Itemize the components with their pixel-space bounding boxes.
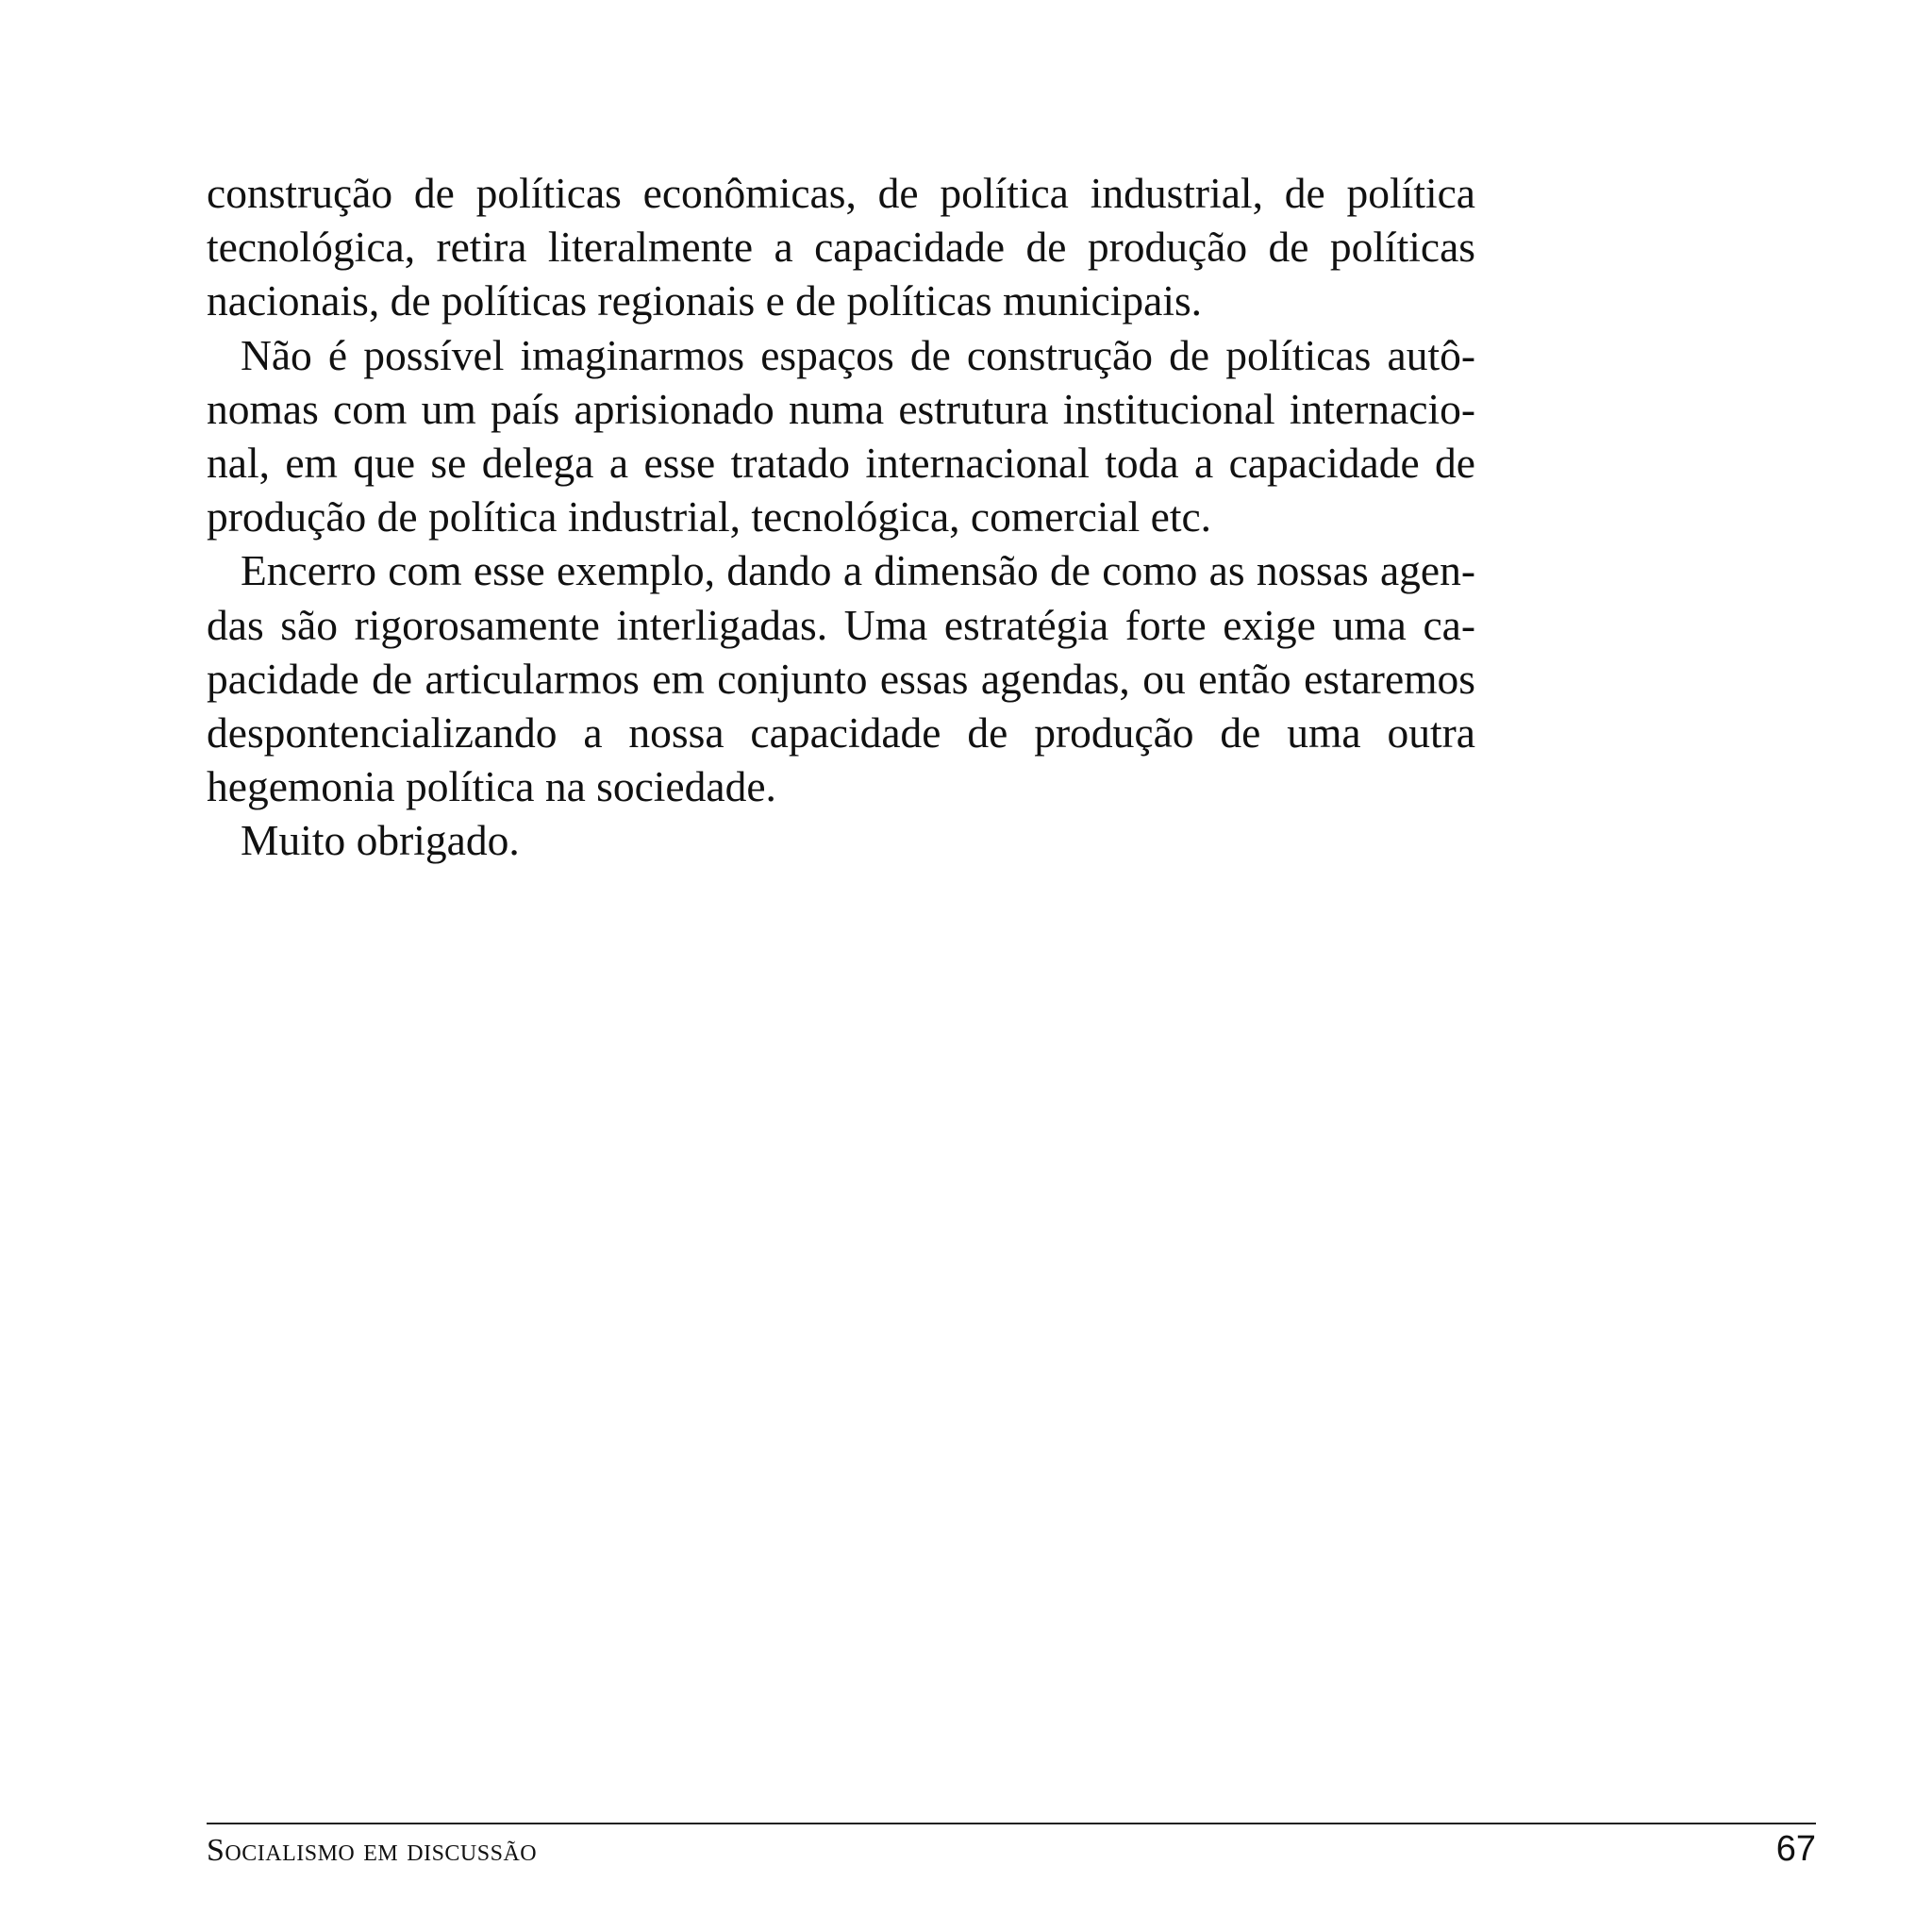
page-number: 67: [1775, 1829, 1816, 1869]
body-text: [207, 166, 1475, 868]
running-footer-title: Socialismo em discussão: [207, 1833, 538, 1868]
paragraph-3: Encerro com esse exemplo, dando a dimensão de como as nossas agendas são rigorosamente interligadas. Uma estratégia forte exige uma capacidade de articularmos em conjunto essas agendas, ou então estaremos despontencializando a nossa capacidade de produção de uma outra hegemonia política na sociedade.: [207, 546, 1475, 811]
footer-divider: [207, 1823, 1816, 1824]
paragraph-1: construção de políticas econômicas, de política industrial, de política tecnológica, retira literalmente a capacidade de produção de políticas nacionais, de políticas regionais e de políticas municipais.: [207, 169, 1475, 325]
paragraph-4: Muito obrigado.: [241, 816, 520, 865]
paragraph-2: Não é possível imaginarmos espaços de construção de políticas autônomas com um país aprisionado numa estrutura institucional internacional, em que se delega a esse tratado internacional toda a capacidade de produção de política industrial, tecnológica, comercial etc.: [207, 330, 1475, 541]
